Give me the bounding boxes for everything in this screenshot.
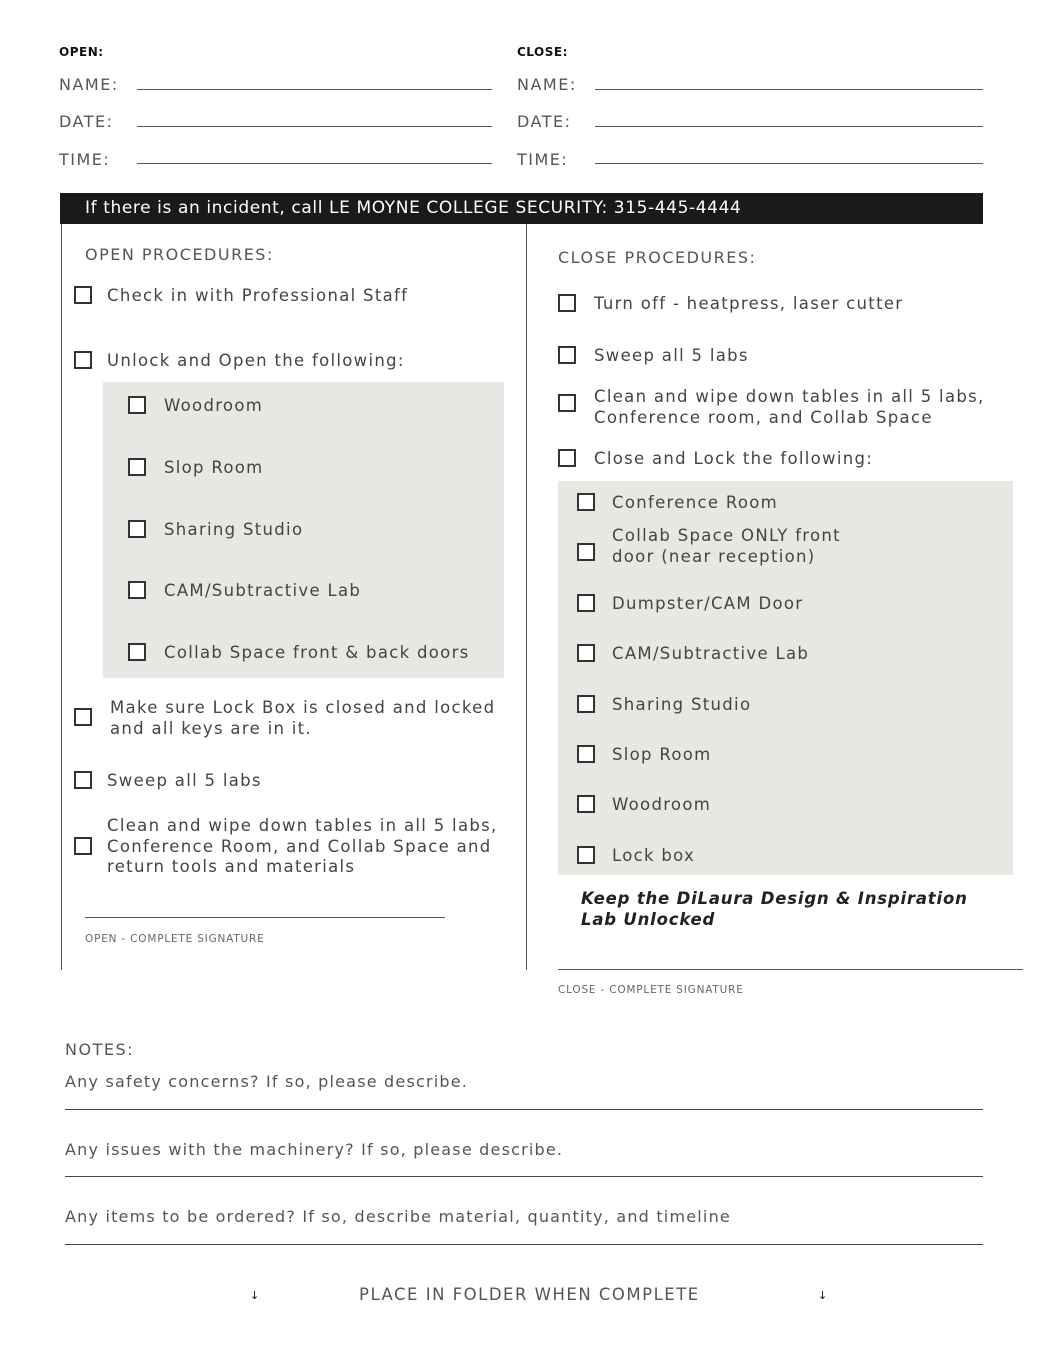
order-answer-field[interactable]	[65, 1244, 983, 1245]
open-time-field[interactable]	[137, 163, 492, 164]
lock-list-checkbox[interactable]	[577, 846, 595, 864]
unlock-list-label: Woodroom	[164, 396, 264, 415]
close-item-checkbox[interactable]	[558, 449, 576, 467]
lock-list-label: Woodroom	[612, 795, 712, 814]
notes-title: NOTES:	[65, 1040, 134, 1059]
close-time-field[interactable]	[595, 163, 983, 164]
unlock-list-checkbox[interactable]	[128, 520, 146, 538]
open-item-label: Make sure Lock Box is closed and locked and all keys are in it.	[110, 698, 496, 738]
open-item-checkbox[interactable]	[74, 837, 92, 855]
lock-list-checkbox[interactable]	[577, 695, 595, 713]
close-item-checkbox[interactable]	[558, 346, 576, 364]
open-procedures-title: OPEN PROCEDURES:	[85, 245, 274, 264]
machinery-question: Any issues with the machinery? If so, please describe.	[65, 1140, 564, 1159]
open-item-label: Clean and wipe down tables in all 5 labs, Conference Room, and Collab Space and return tools and materials	[107, 816, 498, 876]
lock-list-checkbox[interactable]	[577, 795, 595, 813]
open-item-checkbox[interactable]	[74, 708, 92, 726]
close-time-label: TIME:	[517, 150, 569, 169]
open-signature-label: OPEN - COMPLETE SIGNATURE	[85, 933, 265, 945]
unlocked-note: Keep the DiLaura Design & Inspiration Lab Unlocked	[581, 889, 968, 929]
lock-list-label: Lock box	[612, 846, 696, 865]
close-item-label: Turn off - heatpress, laser cutter	[594, 294, 904, 313]
lock-list-checkbox[interactable]	[577, 745, 595, 763]
close-item-label: Close and Lock the following:	[594, 449, 874, 468]
security-banner: If there is an incident, call LE MOYNE COLLEGE SECURITY: 315-445-4444	[60, 193, 983, 224]
close-item-label: Clean and wipe down tables in all 5 labs, Conference room, and Collab Space	[594, 387, 985, 427]
open-item-label: Unlock and Open the following:	[107, 351, 405, 370]
open-signature-field[interactable]	[85, 917, 445, 918]
open-item-checkbox[interactable]	[74, 771, 92, 789]
machinery-answer-field[interactable]	[65, 1176, 983, 1177]
lock-list-label: Collab Space ONLY front door (near reception)	[612, 526, 841, 566]
lock-list-label: Slop Room	[612, 745, 712, 764]
footer-instruction: PLACE IN FOLDER WHEN COMPLETE	[359, 1285, 700, 1304]
lock-list-label: CAM/Subtractive Lab	[612, 644, 810, 663]
down-arrow-icon: ↓	[250, 1289, 261, 1302]
lock-list-checkbox[interactable]	[577, 543, 595, 561]
close-name-field[interactable]	[595, 89, 983, 90]
unlock-list-label: Sharing Studio	[164, 520, 304, 539]
close-name-label: NAME:	[517, 75, 577, 94]
left-border	[61, 224, 62, 970]
close-item-checkbox[interactable]	[558, 294, 576, 312]
open-name-label: NAME:	[59, 75, 119, 94]
down-arrow-icon: ↓	[818, 1289, 829, 1302]
open-item-label: Sweep all 5 labs	[107, 771, 262, 790]
open-date-field[interactable]	[137, 126, 492, 127]
column-divider	[526, 224, 527, 970]
close-signature-label: CLOSE - COMPLETE SIGNATURE	[558, 984, 744, 996]
close-signature-field[interactable]	[558, 969, 1023, 970]
close-item-checkbox[interactable]	[558, 394, 576, 412]
open-date-label: DATE:	[59, 112, 114, 131]
order-question: Any items to be ordered? If so, describe material, quantity, and timeline	[65, 1207, 731, 1226]
close-item-label: Sweep all 5 labs	[594, 346, 749, 365]
lock-list-checkbox[interactable]	[577, 594, 595, 612]
open-time-label: TIME:	[59, 150, 111, 169]
lock-list-label: Conference Room	[612, 493, 779, 512]
unlock-list-checkbox[interactable]	[128, 581, 146, 599]
close-date-field[interactable]	[595, 126, 983, 127]
open-header-title: OPEN:	[59, 45, 104, 59]
open-name-field[interactable]	[137, 89, 492, 90]
open-item-checkbox[interactable]	[74, 286, 92, 304]
unlock-list-checkbox[interactable]	[128, 458, 146, 476]
unlock-list-label: Collab Space front & back doors	[164, 643, 470, 662]
close-date-label: DATE:	[517, 112, 572, 131]
close-header-title: CLOSE:	[517, 45, 568, 59]
lock-list-checkbox[interactable]	[577, 644, 595, 662]
safety-answer-field[interactable]	[65, 1109, 983, 1110]
unlock-list-checkbox[interactable]	[128, 396, 146, 414]
unlock-list-label: CAM/Subtractive Lab	[164, 581, 362, 600]
close-procedures-title: CLOSE PROCEDURES:	[558, 248, 757, 267]
open-item-checkbox[interactable]	[74, 351, 92, 369]
lock-list-label: Dumpster/CAM Door	[612, 594, 804, 613]
open-item-label: Check in with Professional Staff	[107, 286, 409, 305]
unlock-list-label: Slop Room	[164, 458, 264, 477]
lock-list-checkbox[interactable]	[577, 493, 595, 511]
safety-question: Any safety concerns? If so, please describe.	[65, 1072, 469, 1091]
lock-list-label: Sharing Studio	[612, 695, 752, 714]
unlock-list-checkbox[interactable]	[128, 643, 146, 661]
